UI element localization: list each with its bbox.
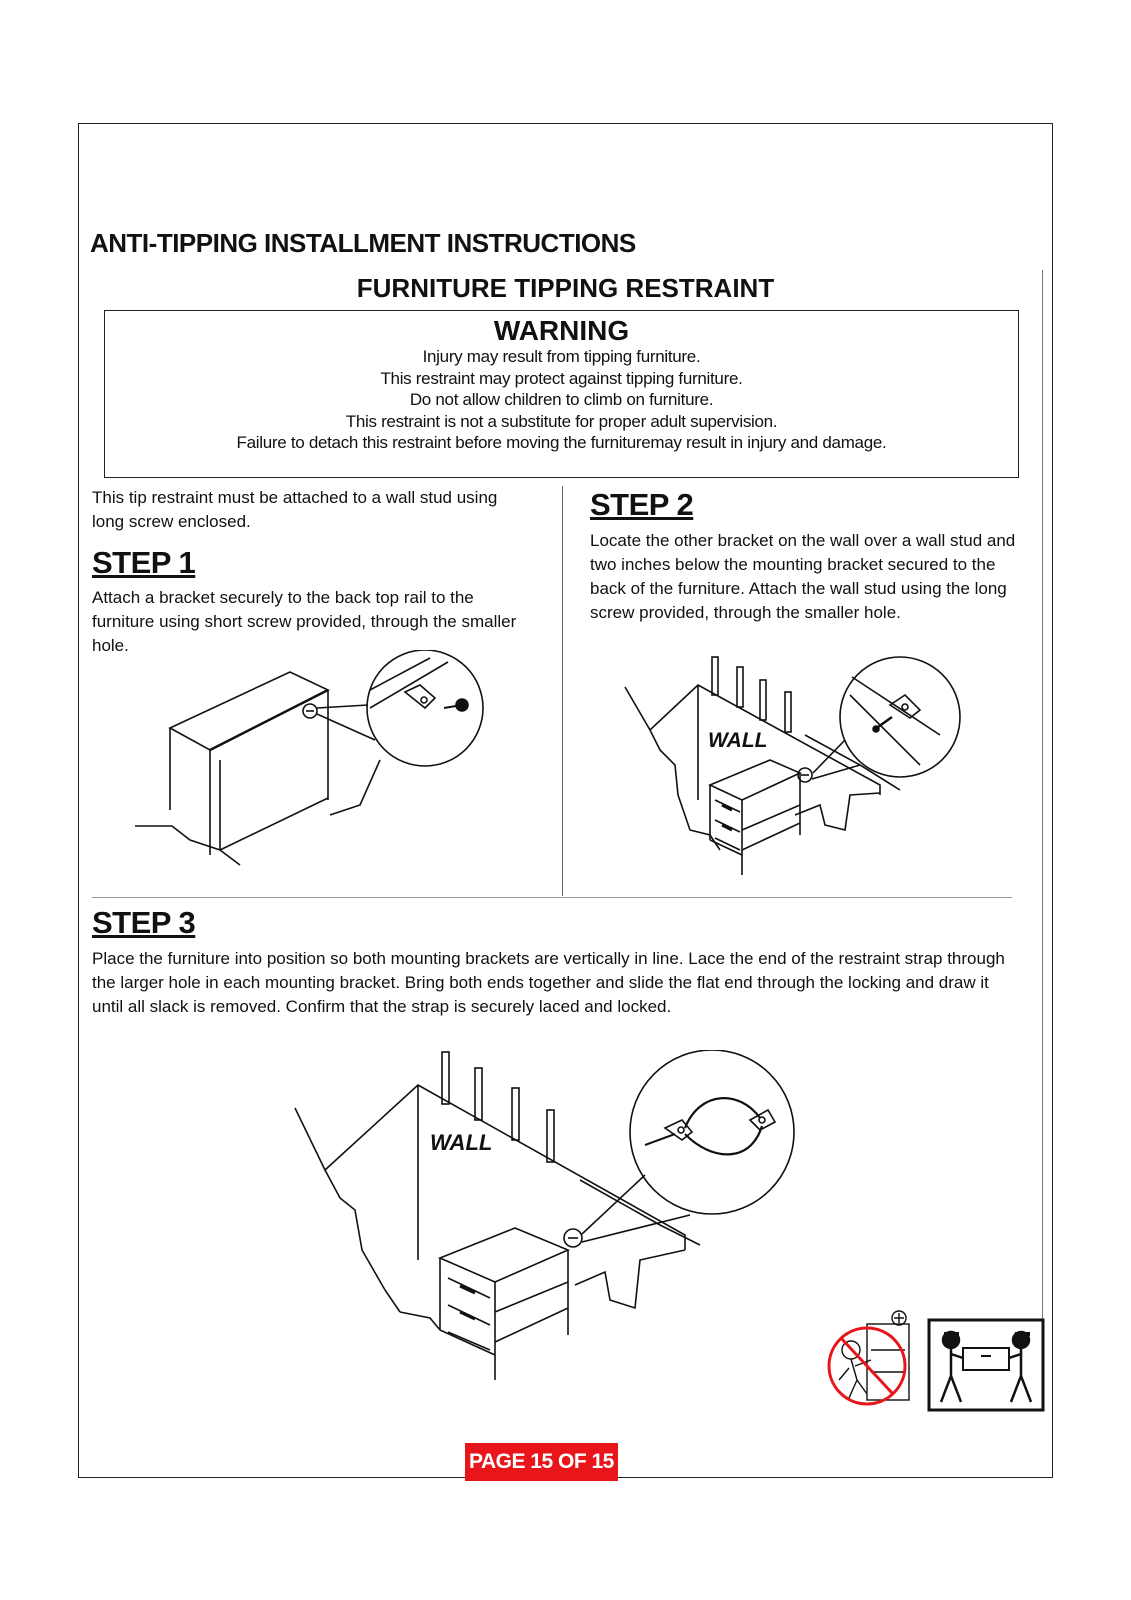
warning-line: Do not allow children to climb on furniture. xyxy=(409,390,714,409)
page-subtitle: FURNITURE TIPPING RESTRAINT xyxy=(356,273,775,303)
step1-heading: STEP 1 xyxy=(92,545,196,580)
warning-line: This restraint may protect against tipping furniture. xyxy=(380,368,743,388)
no-climbing-icon xyxy=(827,1310,923,1410)
warning-title: WARNING xyxy=(493,315,630,346)
warning-line: Injury may result from tipping furniture. xyxy=(422,347,701,366)
intro-text: This tip restraint must be attached to a wall stud using long screw enclosed. xyxy=(92,488,498,531)
step3-illustration xyxy=(290,1050,830,1380)
two-person-lift-icon xyxy=(927,1318,1045,1412)
right-margin-line xyxy=(1042,270,1043,1330)
step2-wall-label: WALL xyxy=(708,729,768,752)
step2-text: Locate the other bracket on the wall over a wall stud and two inches below the mounting bracket secured to the back of the furniture. Attach the wall stud using the long screw provided, through the smaller hole. xyxy=(590,531,1016,622)
step2-illustration xyxy=(620,655,1020,885)
step3-heading: STEP 3 xyxy=(92,905,196,940)
page-number-badge: PAGE 15 OF 15 xyxy=(465,1443,618,1481)
section-divider xyxy=(92,897,1012,898)
column-divider xyxy=(562,486,563,896)
step3-wall-label: WALL xyxy=(430,1130,493,1155)
warning-line: Failure to detach this restraint before moving the furnituremay result in injury and damage. xyxy=(236,433,887,452)
warning-box xyxy=(104,310,1019,478)
page-title: ANTI-TIPPING INSTALLMENT INSTRUCTIONS xyxy=(90,228,636,258)
step1-illustration xyxy=(130,650,530,875)
warning-line: This restraint is not a substitute for proper adult supervision. xyxy=(345,411,778,431)
step1-text: Attach a bracket securely to the back top rail to the furniture using short screw provided, through the smaller hole. xyxy=(92,588,517,655)
step3-text: Place the furniture into position so both mounting brackets are vertically in line. Lace the end of the restraint strap through the larger hole in each mounting bracket. Bring both ends together and slide the flat end through the locking and draw it until all slack is removed. Confirm that the strap is securely laced and locked. xyxy=(92,949,1005,1016)
step2-heading: STEP 2 xyxy=(590,487,694,522)
